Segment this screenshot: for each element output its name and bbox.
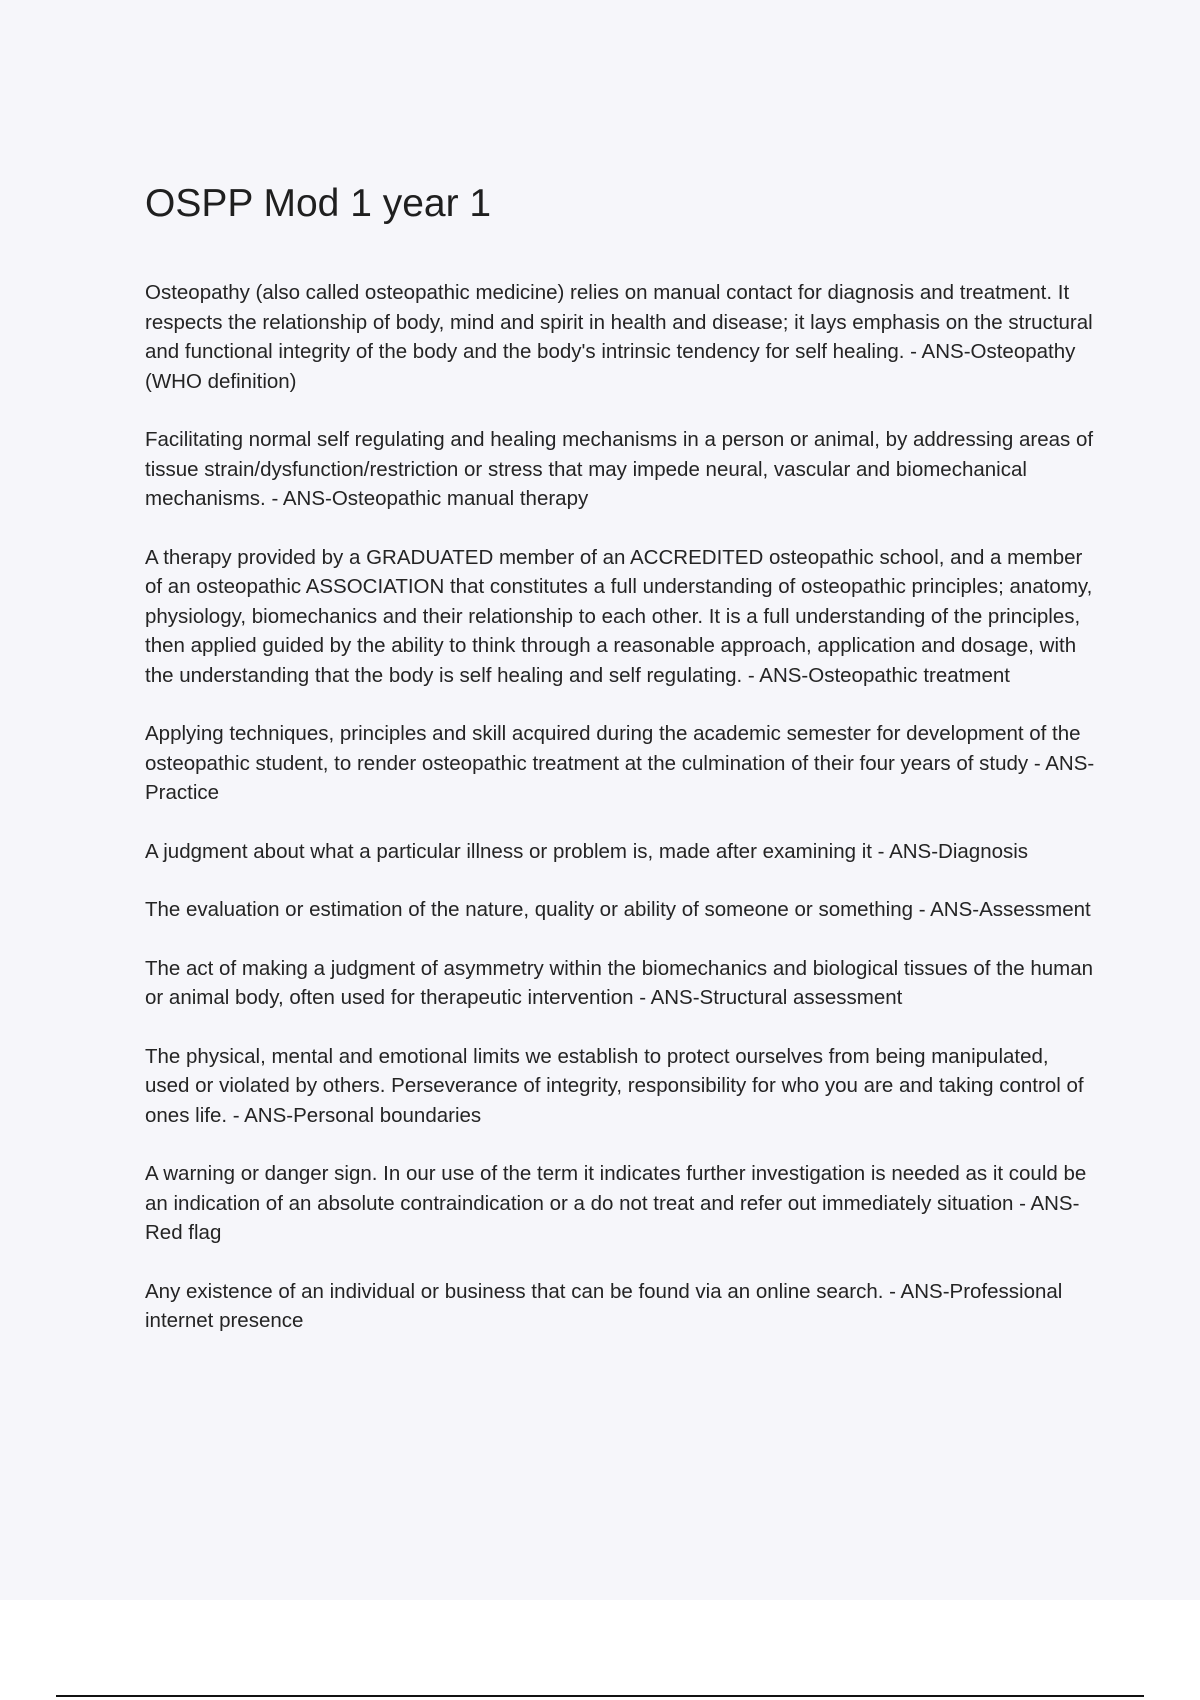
- qa-entry-diagnosis: A judgment about what a particular illness or problem is, made after examining it - ANS-Diagnosis: [145, 839, 1029, 863]
- document-title: OSPP Mod 1 year 1: [145, 182, 492, 225]
- qa-entry-professional-internet-presence: Any existence of an individual or business that can be found via an online search. - ANS-Professional internet presence: [145, 1279, 1063, 1332]
- footer-divider: [56, 1695, 1144, 1697]
- qa-entry-osteopathic-treatment: A therapy provided by a GRADUATED member of an ACCREDITED osteopathic school, and a member of an osteopathic ASSOCIATION that constitutes a full understanding of osteopathic principles; anatomy, physiology, biomechanics and their relationship to each other. It is a full understanding of the principles, then applied guided by the ability to think through a reasonable approach, application and dosage, with the understanding that the body is self healing and self regulating. - ANS-Osteopathic treatment: [145, 545, 1093, 687]
- qa-entry-practice: Applying techniques, principles and skill acquired during the academic semester for development of the osteopathic student, to render osteopathic treatment at the culmination of their four years of study - ANS-Practice: [145, 722, 1095, 804]
- qa-entry-osteopathy: Osteopathy (also called osteopathic medicine) relies on manual contact for diagnosis and treatment. It respects the relationship of body, mind and spirit in health and disease; it lays emphasis on the structural and functional integrity of the body and the body's intrinsic tendency for self healing. - ANS-Osteopathy (WHO definition): [145, 281, 1093, 393]
- qa-entry-assessment: The evaluation or estimation of the nature, quality or ability of someone or something - ANS-Assessment: [145, 898, 1091, 921]
- qa-entry-osteopathic-manual-therapy: Facilitating normal self regulating and healing mechanisms in a person or animal, by addressing areas of tissue strain/dysfunction/restriction or stress that may impede neural, vascular and biomechanical mechanisms. - ANS-Osteopathic manual therapy: [145, 428, 1094, 510]
- qa-entry-structural-assessment: The act of making a judgment of asymmetry within the biomechanics and biological tissues of the human or animal body, often used for therapeutic intervention - ANS-Structural assessment: [145, 956, 1094, 1009]
- qa-list: [145, 278, 1095, 1365]
- qa-entry-personal-boundaries: The physical, mental and emotional limits we establish to protect ourselves from being manipulated, used or violated by others. Perseverance of integrity, responsibility for who you are and taking control of ones life. - ANS-Personal boundaries: [145, 1044, 1084, 1127]
- qa-entry-red-flag: A warning or danger sign. In our use of the term it indicates further investigation is needed as it could be an indication of an absolute contraindication or a do not treat and refer out immediately situation - ANS-Red flag: [145, 1162, 1087, 1244]
